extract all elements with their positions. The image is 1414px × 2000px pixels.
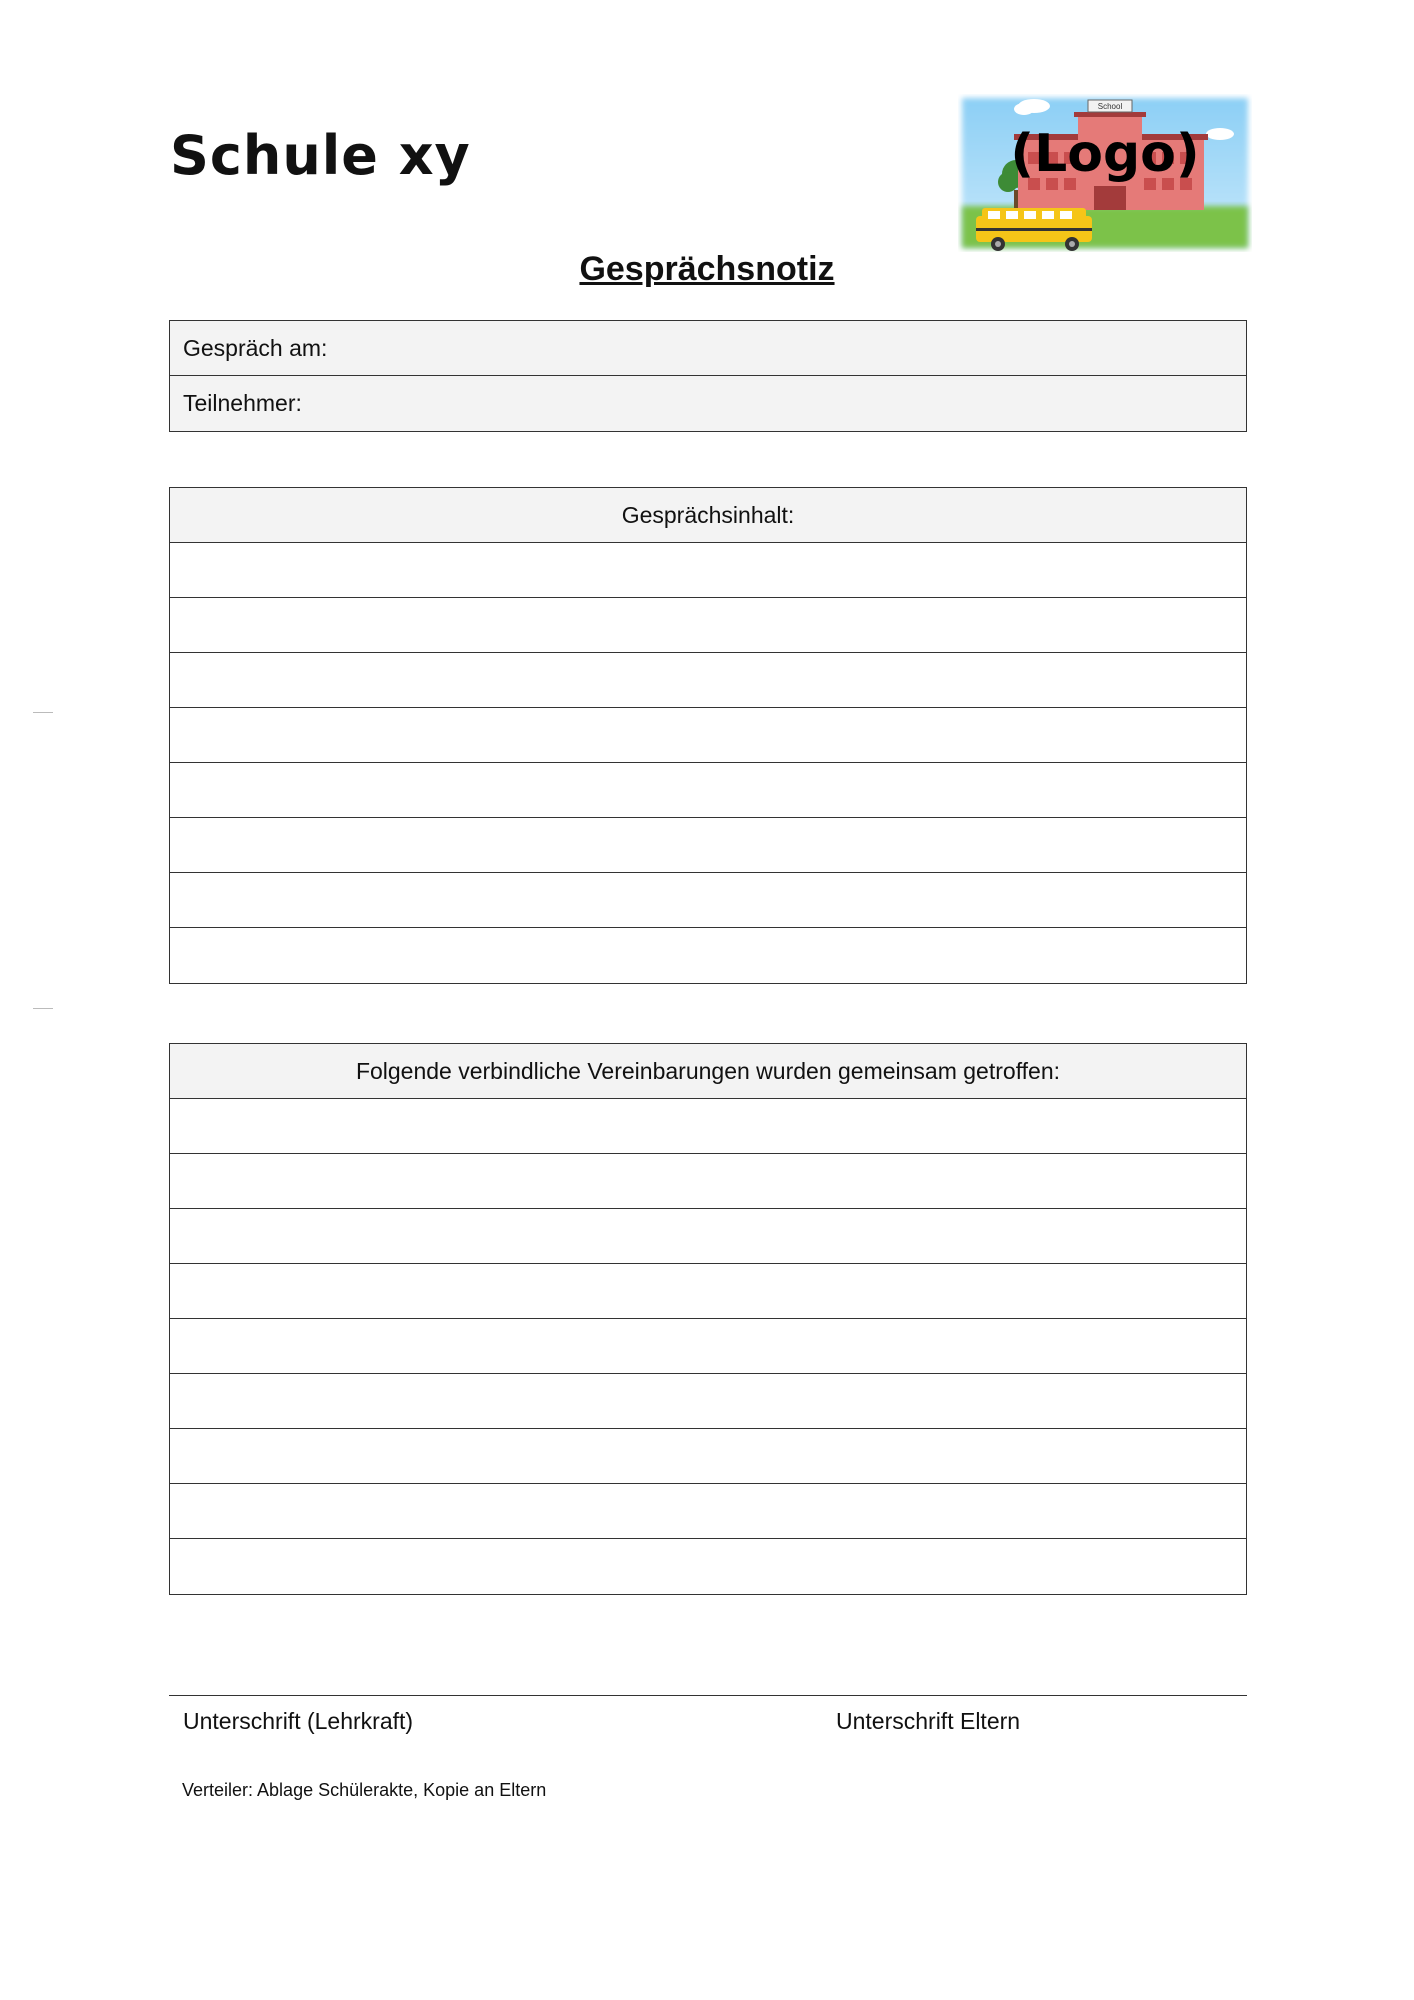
agreement-line[interactable] [170, 1539, 1246, 1594]
conversation-content-table [169, 487, 1247, 984]
conversation-content-heading: Gesprächsinhalt: [170, 488, 1246, 543]
agreement-line[interactable] [170, 1319, 1246, 1374]
agreement-line[interactable] [170, 1099, 1246, 1154]
content-line[interactable] [170, 598, 1246, 653]
margin-mark [33, 1008, 53, 1009]
agreement-line[interactable] [170, 1429, 1246, 1484]
distribution-note: Verteiler: Ablage Schülerakte, Kopie an Eltern [182, 1780, 547, 1800]
agreement-line[interactable] [170, 1374, 1246, 1429]
margin-mark [33, 712, 53, 713]
school-name: Schule xy [170, 124, 471, 187]
signature-line [169, 1695, 1247, 1696]
info-table [169, 320, 1247, 432]
school-logo [958, 94, 1252, 252]
content-line[interactable] [170, 873, 1246, 928]
agreement-line[interactable] [170, 1154, 1246, 1209]
content-line[interactable] [170, 928, 1246, 983]
document-title: Gesprächsnotiz [579, 250, 835, 288]
content-line[interactable] [170, 708, 1246, 763]
participants-field[interactable]: Teilnehmer: [170, 376, 1246, 431]
svg-text:School: School [1097, 102, 1123, 111]
agreement-line[interactable] [170, 1209, 1246, 1264]
parents-signature-label: Unterschrift Eltern [836, 1708, 1021, 1734]
agreements-heading: Folgende verbindliche Vereinbarungen wurden gemeinsam getroffen: [170, 1044, 1246, 1099]
logo-placeholder-text: (Logo) [1010, 124, 1200, 184]
content-line[interactable] [170, 543, 1246, 598]
content-line[interactable] [170, 763, 1246, 818]
content-line[interactable] [170, 818, 1246, 873]
conversation-date-field[interactable]: Gespräch am: [170, 321, 1246, 376]
agreements-table [169, 1043, 1247, 1595]
agreement-line[interactable] [170, 1264, 1246, 1319]
teacher-signature-label: Unterschrift (Lehrkraft) [183, 1708, 414, 1734]
agreement-line[interactable] [170, 1484, 1246, 1539]
content-line[interactable] [170, 653, 1246, 708]
